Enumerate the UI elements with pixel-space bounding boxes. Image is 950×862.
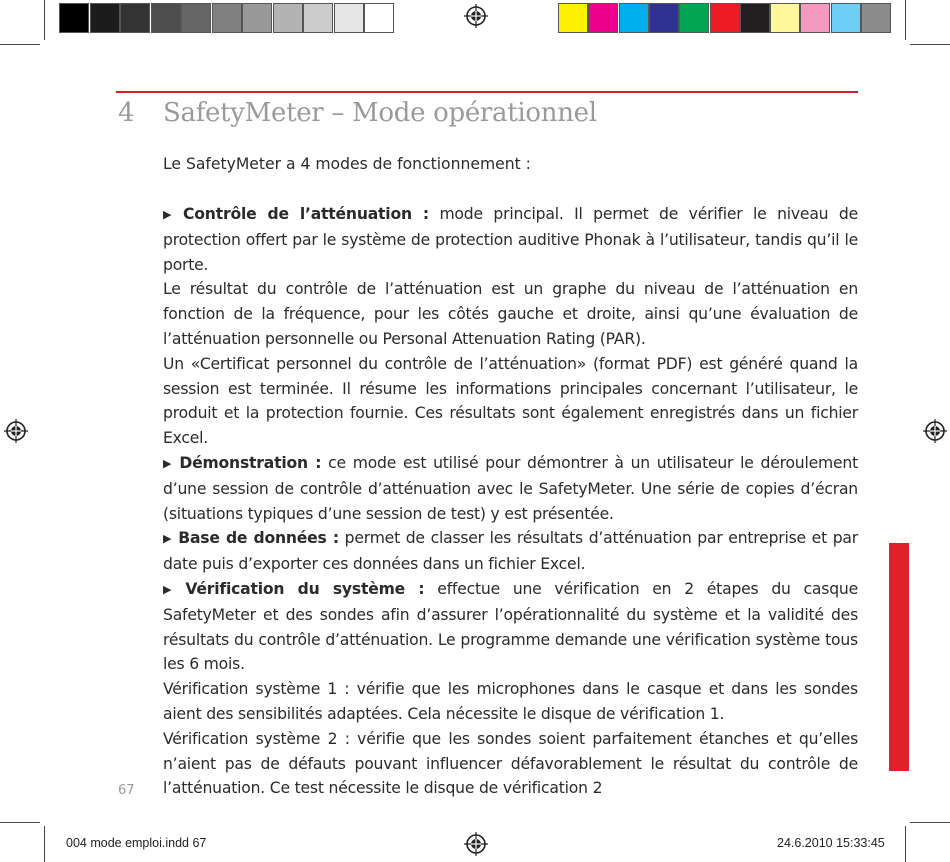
crop-mark xyxy=(905,826,906,862)
bullet-arrow-icon: ▶ xyxy=(163,456,174,470)
term-database: Base de données : xyxy=(178,529,339,548)
attenuation-certificate-paragraph: Un «Certificat personnel du contrôle de l’atténuation» (format PDF) est généré quand la session est terminée. Il résume les informations principales concernant l’utilisateur, le produit et la protection fournie. Ces résultats sont également enregistrés dans un fichier Excel. xyxy=(163,354,858,448)
attenuation-result-paragraph: Le résultat du contrôle de l’atténuation est un graphe du niveau de l’atténuation en fonction de la fréquence, pour les côtés gauche et droite, ainsi qu’une évaluation de l’atténuation personnelle ou Personal Attenuation Rating (PAR). xyxy=(163,280,858,348)
crop-mark xyxy=(910,44,950,45)
color-swatch xyxy=(588,3,618,33)
registration-mark-icon xyxy=(464,4,488,28)
text-demonstration: ce mode est utilisé pour démontrer à un utilisateur le déroulement d’une session de contrôle d’atténuation avec le SafetyMeter. Une série de copies d’écran (situations typiques d’une session de test) y est présentée. xyxy=(163,453,858,523)
color-swatch xyxy=(710,3,740,33)
crop-mark xyxy=(44,0,45,40)
section-verification xyxy=(163,577,858,677)
verification-step-1-paragraph: Vérification système 1 : vérifie que les microphones dans le casque et dans les sondes aient des sensibilités adaptées. Cela nécessite le disque de vérification 1. xyxy=(163,680,858,723)
color-swatch xyxy=(831,3,861,33)
color-swatch xyxy=(861,3,891,33)
color-swatch xyxy=(120,3,150,33)
term-attenuation: Contrôle de l’atténuation : xyxy=(183,205,429,223)
slug-filename: 004 mode emploi.indd 67 xyxy=(66,836,207,850)
color-swatch xyxy=(679,3,709,33)
registration-mark-icon xyxy=(464,832,488,856)
chapter-number: 4 xyxy=(118,98,135,128)
intro-text: Le SafetyMeter a 4 modes de fonctionnement : xyxy=(163,155,531,173)
color-swatch xyxy=(90,3,120,33)
section-attenuation xyxy=(163,202,858,277)
section-demonstration xyxy=(163,451,858,526)
text-verification: effectue une vérification en 2 étapes du casque SafetyMeter et des sondes afin d’assurer l’opérationnalité du système et la validité des résultats du contrôle d’atténuation. Le programme demande une vérification système tous les 6 mois. xyxy=(163,579,858,674)
registration-mark-icon xyxy=(923,419,947,443)
color-swatch xyxy=(334,3,364,33)
color-swatch xyxy=(303,3,333,33)
color-swatch xyxy=(800,3,830,33)
color-swatch xyxy=(619,3,649,33)
term-demonstration: Démonstration : xyxy=(179,453,322,472)
text-database: permet de classer les résultats d’atténuation par entreprise et par date puis d’exporter ces données dans un fichier Excel. xyxy=(163,529,859,574)
color-swatch xyxy=(558,3,588,33)
crop-mark xyxy=(0,822,40,823)
chapter-title: SafetyMeter – Mode opérationnel xyxy=(163,98,597,128)
heading-rule xyxy=(116,91,858,93)
color-swatch xyxy=(649,3,679,33)
verification-step-2-paragraph: Vérification système 2 : vérifie que les sondes soient parfaitement étanches et qu’elles n’aient pas de défauts pouvant influencer défavorablement le résultat du contrôle de l’atténuation. Ce test nécessite le disque de vérification 2 xyxy=(163,729,858,798)
bullet-arrow-icon: ▶ xyxy=(163,582,180,596)
color-swatch xyxy=(212,3,242,33)
crop-mark xyxy=(44,826,45,862)
chapter-side-tab xyxy=(889,543,909,771)
color-swatch xyxy=(740,3,770,33)
color-swatch xyxy=(364,3,394,33)
color-swatch xyxy=(273,3,303,33)
text-attenuation: mode principal. Il permet de vérifier le niveau de protection offert par le système de protection auditive Phonak à l’utilisateur, tandis qu’il le porte. xyxy=(163,205,858,274)
page-number: 67 xyxy=(118,783,135,798)
body-text xyxy=(163,202,858,801)
section-database xyxy=(163,526,858,577)
crop-mark xyxy=(0,44,40,45)
term-verification: Vérification du système : xyxy=(185,579,425,598)
registration-mark-icon xyxy=(4,419,28,443)
color-swatch xyxy=(770,3,800,33)
color-swatch xyxy=(59,3,89,33)
bullet-arrow-icon: ▶ xyxy=(163,532,173,546)
bullet-arrow-icon: ▶ xyxy=(163,208,178,221)
slug-datetime: 24.6.2010 15:33:45 xyxy=(777,836,885,850)
crop-mark xyxy=(905,0,906,40)
crop-mark xyxy=(910,822,950,823)
color-swatch xyxy=(151,3,181,33)
color-swatch xyxy=(181,3,211,33)
color-swatch xyxy=(242,3,272,33)
